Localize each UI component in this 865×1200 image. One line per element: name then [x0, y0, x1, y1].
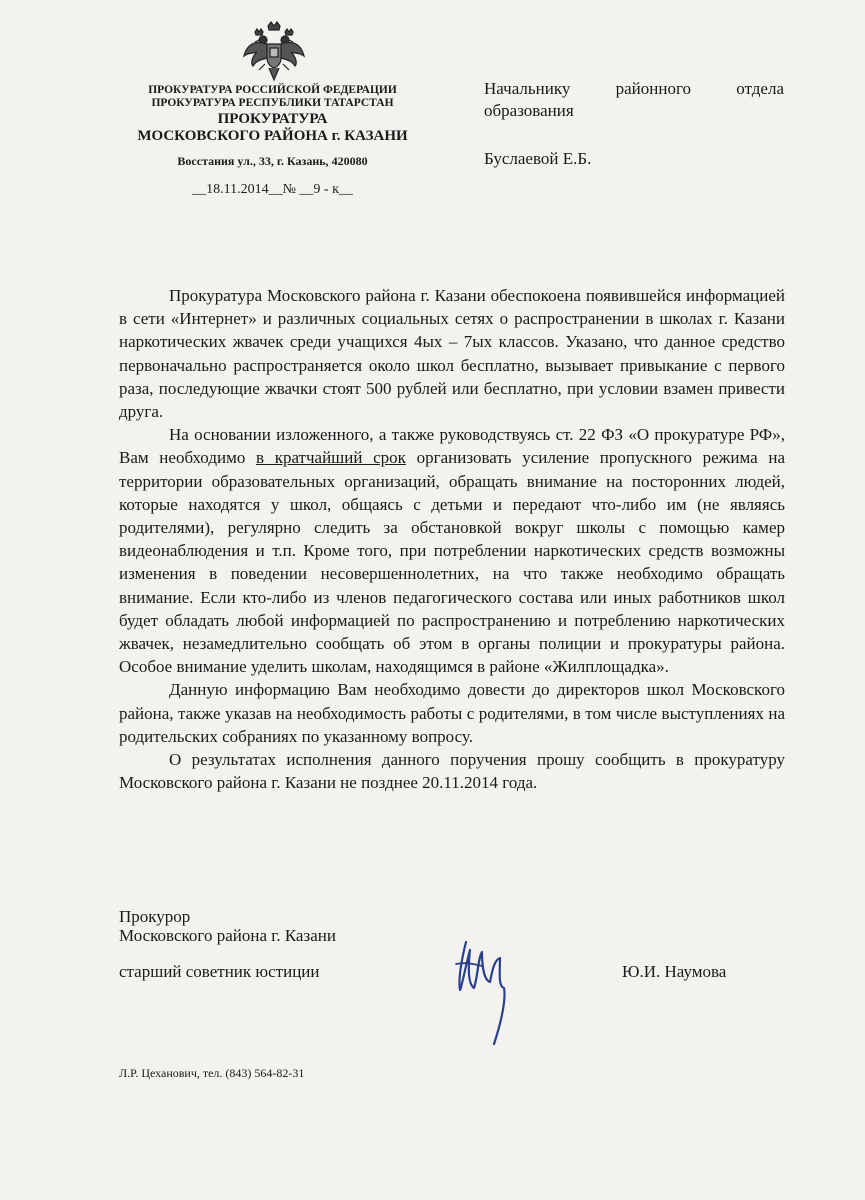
registration-number: __18.11.2014__№ __9 - к__ [192, 182, 353, 197]
header-republic-line: ПРОКУРАТУРА РЕСПУБЛИКИ ТАТАРСТАН [151, 97, 394, 109]
signatory-name: Ю.И. Наумова [622, 962, 727, 981]
handwritten-signature [448, 928, 516, 1048]
urgent-deadline-phrase: в кратчайший срок [256, 448, 406, 468]
body-paragraph-2-start: На основании изложенного, а также руководствуясь ст. 22 ФЗ «О прокуратуре РФ», Вам необходимо [119, 425, 785, 468]
addressee-department: образования [484, 101, 574, 120]
addressee-name: Буслаевой Е.Б. [484, 149, 592, 168]
body-paragraph-4: О результатах исполнения данного поручения прошу сообщить в прокуратуру Московского района г. Казани не позднее 20.11.2014 года. [119, 750, 785, 793]
body-paragraph-1: Прокуратура Московского района г. Казани обеспокоена появившейся информацией в сети «Интернет» и различных социальных сетях о распространении в школах г. Казани наркотических жвачек среди учащихся 4ых – 7ых классов. Указано, что данное средство первоначально распространяется около школ бесплатно, вызывает привыкание с первого раза, последующие жвачки стоят 500 рублей или бесплатно, при условии взамен привести друга. [119, 286, 785, 422]
letter-body [119, 284, 785, 794]
signatory-title: Прокурор [119, 907, 191, 926]
header-prosecutor-line: ПРОКУРАТУРА [217, 111, 328, 127]
header-federal-line: ПРОКУРАТУРА РОССИЙСКОЙ ФЕДЕРАЦИИ [148, 84, 397, 96]
body-paragraph-2-end: организовать усиление пропускного режима на территории образовательных организаций, обращать внимание на посторонних людей, которые находятся у школ, общаясь с детьми и передают что-либо им (не являясь родителями), регулярно следить за обстановкой вокруг школы с помощью камер видеонаблюдения и т.п. Кроме того, при потреблении наркотических средств возможны изменения в поведении несовершеннолетних, на что также необходимо обращать внимание. Если кто-либо из членов педагогического состава или иных работников школ будет обладать любой информацией по распространению и потреблению наркотических жвачек, незамедлительно сообщать об этом в органы полиции и прокуратуры района. Особое внимание уделить школам, находящимся в районе «Жилплощадка». [119, 448, 786, 677]
header-address: Восстания ул., 33, г. Казань, 420080 [177, 154, 368, 168]
signatory-rank: старший советник юстиции [119, 962, 320, 981]
signatory-district: Московского района г. Казани [119, 926, 336, 945]
body-paragraph-2 [119, 423, 785, 678]
addressee-position: Начальнику районного отдела [484, 79, 784, 98]
body-paragraph-3: Данную информацию Вам необходимо довести до директоров школ Московского района, также указав на необходимость работы с родителями, в том числе выступлениях на родительских собраниях по указанному вопросу. [119, 680, 785, 746]
header-district-line: МОСКОВСКОГО РАЙОНА г. КАЗАНИ [137, 128, 408, 144]
coat-of-arms-icon [241, 20, 307, 82]
executor-contact: Л.Р. Цеханович, тел. (843) 564-82-31 [119, 1066, 305, 1080]
